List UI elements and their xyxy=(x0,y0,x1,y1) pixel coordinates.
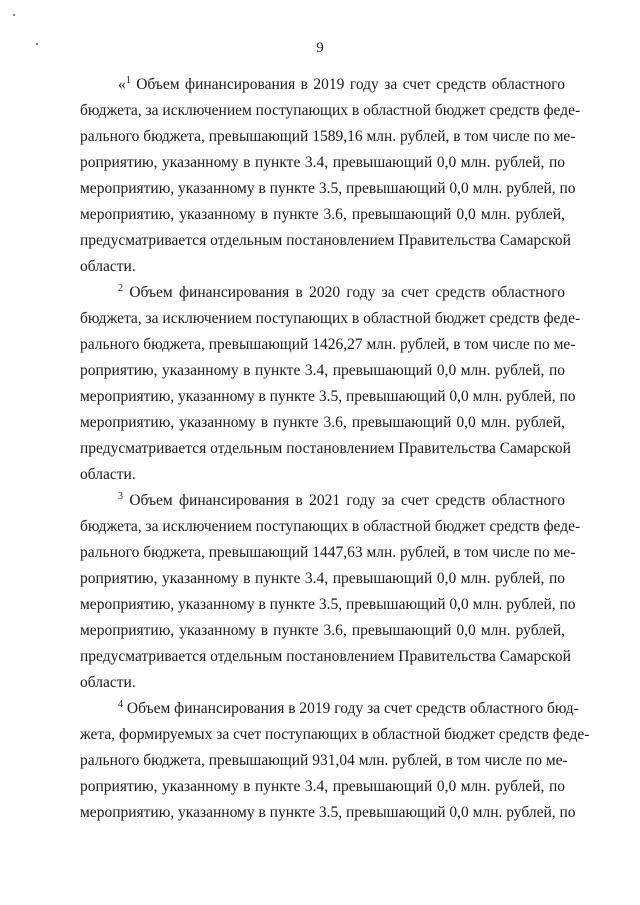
line-text: области. xyxy=(80,466,136,483)
line-text: Объем финансирования в 2019 году за счет средств областного бюд- xyxy=(126,700,579,717)
text-line xyxy=(80,202,565,228)
line-text: рального бюджета, превышающий 931,04 млн. рублей, в том числе по ме- xyxy=(80,752,568,769)
text-line xyxy=(80,306,581,332)
line-text: мероприятию, указанному в пункте 3.6, превышающий 0,0 млн. рублей, xyxy=(80,206,565,223)
text-line xyxy=(80,98,581,124)
line-text: мероприятию, указанному в пункте 3.5, превышающий 0,0 млн. рублей, по xyxy=(80,804,576,821)
line-text: роприятию, указанному в пункте 3.4, превышающий 0,0 млн. рублей, по xyxy=(80,154,565,171)
text-line xyxy=(80,748,568,774)
line-text: Объем финансирования в 2020 году за счет средств областного xyxy=(129,284,566,301)
line-text: бюджета, за исключением поступающих в областной бюджет средств феде- xyxy=(80,310,581,327)
scan-speck xyxy=(13,14,15,16)
line-text: мероприятию, указанному в пункте 3.5, превышающий 0,0 млн. рублей, по xyxy=(80,596,576,613)
line-text: области. xyxy=(80,674,136,691)
text-line xyxy=(80,228,571,254)
footnote-paragraph xyxy=(80,280,581,488)
document-body xyxy=(80,72,590,826)
line-text: предусматривается отдельным постановлением Правительства Самарской xyxy=(80,440,571,457)
text-line xyxy=(80,332,576,358)
footnote-paragraph xyxy=(80,488,581,696)
line-text: области. xyxy=(80,258,136,275)
text-line xyxy=(80,566,565,592)
text-line xyxy=(80,254,565,280)
line-text: роприятию, указанному в пункте 3.4, превышающий 0,0 млн. рублей, по xyxy=(80,570,565,587)
text-line xyxy=(80,72,565,98)
line-text: рального бюджета, превышающий 1426,27 млн. рублей, в том числе по ме- xyxy=(80,336,576,353)
text-line xyxy=(80,176,576,202)
text-line xyxy=(80,618,565,644)
text-line xyxy=(80,384,576,410)
quote-mark: « xyxy=(118,76,126,93)
text-line xyxy=(80,696,579,722)
text-line xyxy=(80,124,576,150)
text-line xyxy=(80,800,576,826)
line-text: рального бюджета, превышающий 1447,63 млн. рублей, в том числе по ме- xyxy=(80,544,576,561)
text-line xyxy=(80,670,565,696)
line-text: предусматривается отдельным постановлением Правительства Самарской xyxy=(80,648,571,665)
text-line xyxy=(80,514,581,540)
line-text: жета, формируемых за счет поступающих в областной бюджет средств феде- xyxy=(80,726,590,743)
line-text: роприятию, указанному в пункте 3.4, превышающий 0,0 млн. рублей, по xyxy=(80,362,565,379)
text-line xyxy=(80,722,590,748)
text-line xyxy=(80,488,565,514)
text-line xyxy=(80,436,571,462)
footnote-marker: 2 xyxy=(118,282,123,294)
footnote-paragraph xyxy=(80,72,581,280)
text-line xyxy=(80,410,565,436)
line-text: бюджета, за исключением поступающих в областной бюджет средств феде- xyxy=(80,518,581,535)
footnote-marker: 1 xyxy=(125,74,131,86)
text-line xyxy=(80,462,565,488)
text-line xyxy=(80,150,565,176)
footnote-paragraph xyxy=(80,696,590,826)
line-text: мероприятию, указанному в пункте 3.6, превышающий 0,0 млн. рублей, xyxy=(80,414,565,431)
footnote-marker: 3 xyxy=(118,490,123,502)
text-line xyxy=(80,592,576,618)
text-line xyxy=(80,774,565,800)
text-line xyxy=(80,644,571,670)
line-text: роприятию, указанному в пункте 3.4, превышающий 0,0 млн. рублей, по xyxy=(80,778,565,795)
line-text: Объем финансирования в 2021 году за счет средств областного xyxy=(129,492,566,509)
line-text: предусматривается отдельным постановлением Правительства Самарской xyxy=(80,232,571,249)
line-text: Объем финансирования в 2019 году за счет средств областного xyxy=(136,76,566,93)
line-text: рального бюджета, превышающий 1589,16 млн. рублей, в том числе по ме- xyxy=(80,128,576,145)
text-line xyxy=(80,358,565,384)
text-line xyxy=(80,540,576,566)
text-line xyxy=(80,280,565,306)
footnote-marker: 4 xyxy=(118,698,123,710)
line-text: мероприятию, указанному в пункте 3.6, превышающий 0,0 млн. рублей, xyxy=(80,622,565,639)
line-text: мероприятию, указанному в пункте 3.5, превышающий 0,0 млн. рублей, по xyxy=(80,388,576,405)
page-number: 9 xyxy=(316,40,324,56)
line-text: мероприятию, указанному в пункте 3.5, превышающий 0,0 млн. рублей, по xyxy=(80,180,576,197)
line-text: бюджета, за исключением поступающих в областной бюджет средств феде- xyxy=(80,102,581,119)
